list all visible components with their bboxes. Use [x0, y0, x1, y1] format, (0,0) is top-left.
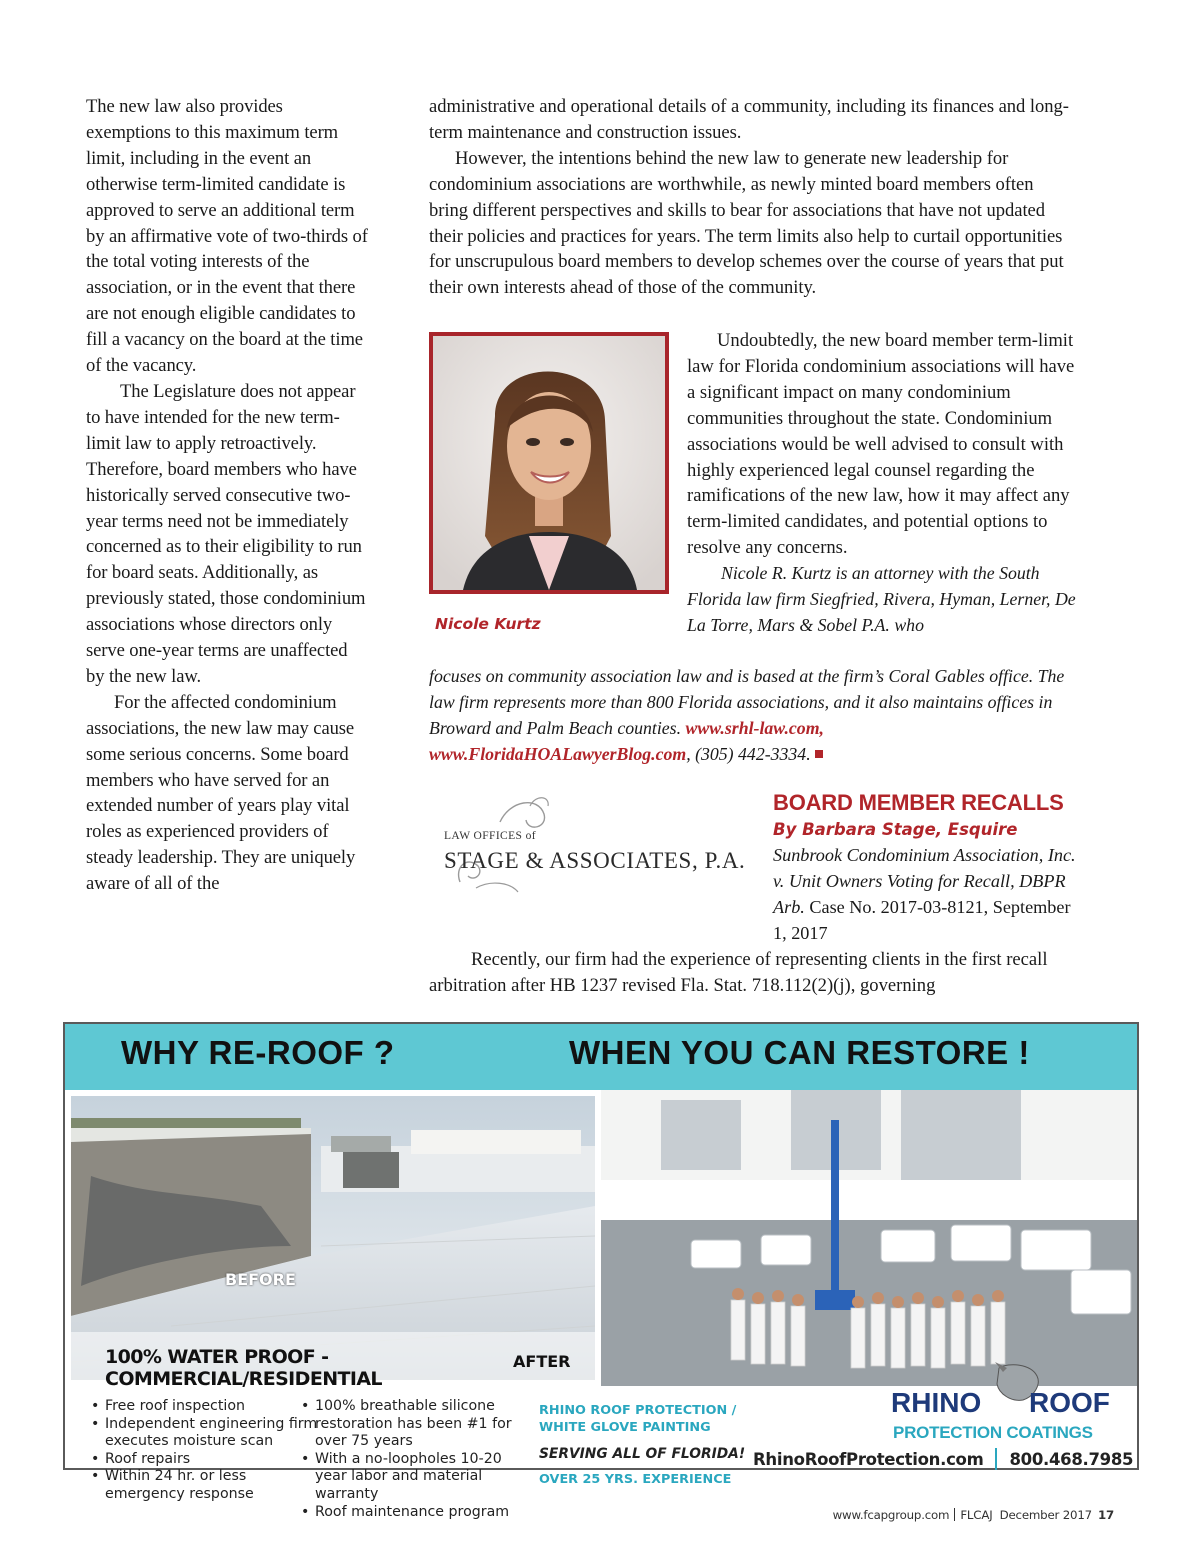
photo-caption: Nicole Kurtz: [435, 615, 541, 633]
ad-website[interactable]: RhinoRoofProtection.com: [753, 1450, 984, 1469]
case-number: Case No. 2017-03-8121, September 1, 2017: [773, 896, 1071, 943]
right-paragraph-2: However, the intentions behind the new law to generate new leadership for condominium associations are worthwhile, as newly minted board members often bring different perspectives and skills to bear for associations that have not updated their policies and practices for years. The term limits also help to curtail opportunities for unscrupulous board members to develop schemes over the course of years that put their own interests ahead of those of the community.: [429, 147, 1064, 299]
stage-associates-logo: [440, 792, 750, 898]
ad-phone[interactable]: 800.468.7985: [1009, 1450, 1134, 1469]
right-paragraph-3: Undoubtedly, the new board member term-limit law for Florida condominium associations will have a significant impact on many condominium communities throughout the state. Condominium associations would be well advised to consult with highly experienced legal counsel regarding the ramifications of the new law, how it may affect any term-limited candidates, and potential options to resolve any concerns.: [687, 330, 1075, 559]
left-paragraph-3: For the affected condominium associations, the new law may cause some serious concerns. Some board members who have served for an extended number of years play vital roles as experienced providers of steady leadership. They are uniquely aware of all of the: [86, 691, 356, 895]
ad-banner: [65, 1024, 1137, 1090]
author-links[interactable]: www.srhl-law.com, www.FloridaHOALawyerBlog.com: [429, 717, 824, 764]
footer-divider: [954, 1508, 955, 1521]
author-phone: , (305) 442-3334.: [686, 743, 811, 764]
roof-word: ROOF: [1029, 1387, 1110, 1418]
list-item: • With a no-loopholes 10-20 year labor and material warranty: [301, 1451, 531, 1504]
ad-banner-left: WHY RE-ROOF ?: [121, 1034, 395, 1071]
right-paragraph-1: administrative and operational details of a community, including its finances and long-term maintenance and construction issues.: [429, 96, 1069, 143]
flourish-icon: [440, 792, 750, 898]
case-citation: [773, 843, 1083, 947]
footer-date: December 2017: [999, 1508, 1092, 1522]
author-bio-start: Nicole R. Kurtz is an attorney with the South Florida law firm Siegfried, Rivera, Hyman, Lerner, De La Torre, Mars & Sobel P.A. who: [687, 563, 1076, 635]
left-paragraph-2: The Legislature does not appear to have intended for the new term-limit law to apply retroactively. Therefore, board members who have historically served consecutive two-year terms need not be immediately concerned as to their eligibility to run for board seats. Additionally, as previously stated, those condominium associations whose directors only serve one-year terms are unaffected by the new law.: [86, 380, 366, 687]
ad-experience: OVER 25 YRS. EXPERIENCE: [539, 1472, 732, 1487]
list-item: • Roof repairs: [91, 1451, 323, 1469]
ad-banner-right: WHEN YOU CAN RESTORE !: [569, 1034, 1030, 1071]
author-bio: [429, 664, 1077, 768]
page-footer: [833, 1508, 1114, 1522]
page-number: 17: [1097, 1508, 1114, 1522]
crew-photo: [601, 1090, 1137, 1386]
ad-features-list-1: [91, 1398, 323, 1504]
list-item: • Free roof inspection: [91, 1398, 323, 1416]
end-of-article-mark: [815, 750, 823, 758]
article-title: BOARD MEMBER RECALLS: [773, 790, 1064, 815]
left-column: [86, 94, 368, 897]
ad-features-list-2: [301, 1398, 531, 1521]
ad-contact: [753, 1448, 1133, 1470]
roof-before-after-photo: [71, 1096, 595, 1390]
list-item: • 100% breathable silicone restoration has been #1 for over 75 years: [301, 1398, 531, 1451]
footer-publication: FLCAJ: [960, 1508, 993, 1522]
logo-line-2: STAGE & ASSOCIATES, P.A.: [444, 848, 746, 873]
ad-company-line: RHINO ROOF PROTECTION / WHITE GLOVE PAINTING: [539, 1403, 737, 1435]
article-header: [773, 788, 1083, 947]
after-label: AFTER: [513, 1352, 571, 1371]
author-bio-text: focuses on community association law and is based at the firm’s Coral Gables office. The law firm represents more than 800 Florida associations, and it also maintains offices in Broward and Palm Beach counties.: [429, 666, 1065, 738]
contact-divider: [995, 1448, 997, 1470]
list-item: • Independent engineering firm executes moisture scan: [91, 1416, 323, 1451]
right-column-top: [429, 94, 1073, 301]
rhino-word: RHINO: [891, 1387, 982, 1418]
list-item: • Within 24 hr. or less emergency response: [91, 1468, 323, 1503]
waterproof-label: 100% WATER PROOF - COMMERCIAL/RESIDENTIAL: [105, 1346, 382, 1390]
rhino-roof-logo: [891, 1362, 1131, 1442]
ad-service-area: SERVING ALL OF FLORIDA!: [539, 1446, 746, 1462]
author-photo: [429, 332, 669, 594]
before-label: BEFORE: [225, 1270, 296, 1289]
article-byline: By Barbara Stage, Esquire: [773, 820, 1018, 839]
coatings-word: PROTECTION COATINGS: [893, 1423, 1093, 1442]
case-name: Sunbrook Condominium Association, Inc. v. Unit Owners Voting for Recall, DBPR Arb.: [773, 845, 1076, 917]
left-paragraph-1: The new law also provides exemptions to this maximum term limit, including in the event an otherwise term-limited candidate is approved to serve an additional term by an affirmative vote of two-thirds of the total voting interests of the association, or in the event that there are not enough eligible candidates to fill a vacancy on the board at the time of the vacancy.: [86, 96, 368, 377]
footer-site[interactable]: www.fcapgroup.com: [832, 1508, 950, 1522]
article-paragraph-1: Recently, our firm had the experience of representing clients in the first recall arbitration after HB 1237 revised Fla. Stat. 718.112(2)(j), governing: [429, 949, 1048, 996]
ad-tagline: [539, 1402, 759, 1487]
article-body: [429, 947, 1077, 999]
conclusion-column: [687, 328, 1077, 639]
logo-line-1: LAW OFFICES of: [444, 830, 537, 842]
list-item: • Roof maintenance program: [301, 1504, 531, 1522]
